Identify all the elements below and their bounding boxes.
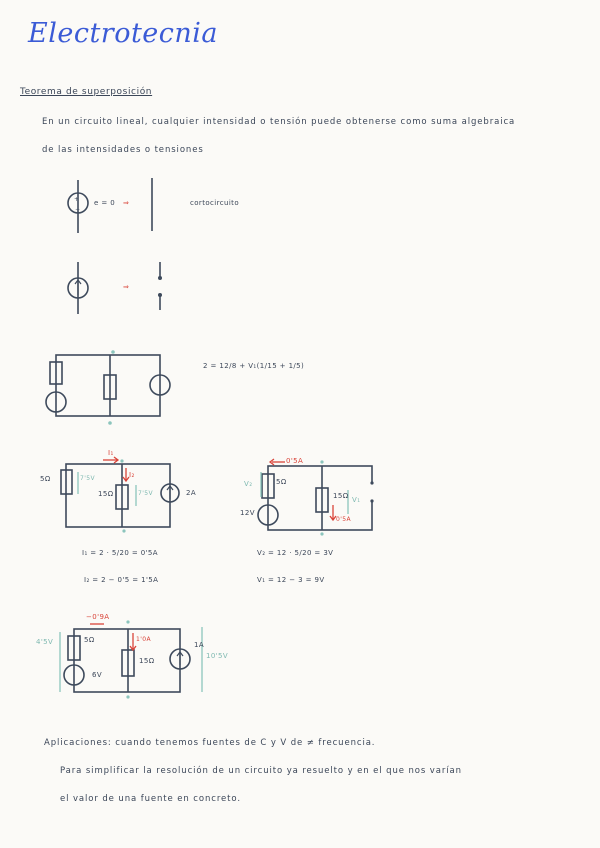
circuit-b-r-left: 5Ω xyxy=(276,478,287,486)
circuit-a-i2: I₂ xyxy=(129,471,135,479)
applications-line-3: el valor de una fuente en concreto. xyxy=(60,794,241,804)
circuit-c-source-v: 6V xyxy=(92,671,103,679)
page-title: Electrotecnia xyxy=(28,18,219,49)
intro-line-1: En un circuito lineal, cualquier intensidad o tensión puede obtenerse como suma algebraica xyxy=(42,117,516,127)
circuit-c xyxy=(60,620,205,698)
section-heading: Teorema de superposición xyxy=(20,87,153,97)
circuit-c-current: −0'9A xyxy=(86,613,110,621)
arrow-1: ⇒ xyxy=(123,199,130,207)
svg-text:+: + xyxy=(74,196,80,203)
circuit-b-v2: V₂ xyxy=(244,480,253,488)
nodal-formula: 2 = 12/8 + V₁(1/15 + 1/5) xyxy=(203,362,305,370)
circuit-a-i1: I₁ xyxy=(108,449,114,457)
circuit-b-v1: V₁ xyxy=(352,496,361,504)
circuit-a-r-left: 5Ω xyxy=(40,475,51,483)
circuit-generic xyxy=(46,350,170,425)
voltage-zero-label: e = 0 xyxy=(94,199,116,207)
short-circuit-label: cortocircuito xyxy=(190,199,240,207)
circuit-a-v-mid: 7'5V xyxy=(138,490,153,497)
current-source-rule xyxy=(68,262,162,314)
circuit-c-i-mid: 1'0A xyxy=(136,636,151,643)
equation-a-2: I₂ = 2 − 0'5 = 1'5A xyxy=(84,576,159,584)
circuit-c-v-left: 4'5V xyxy=(36,638,54,646)
circuit-b-current: 0'5A xyxy=(286,457,304,465)
arrow-2: ⇒ xyxy=(123,283,130,291)
circuit-a-source: 2A xyxy=(186,489,197,497)
equation-b-2: V₁ = 12 − 3 = 9V xyxy=(257,576,325,584)
circuit-c-v-right: 10'5V xyxy=(206,652,229,660)
applications-line-2: Para simplificar la resolución de un circuito ya resuelto y en el que nos varían xyxy=(60,766,462,776)
circuit-b-r-mid: 15Ω xyxy=(333,492,349,500)
circuit-a xyxy=(61,457,179,533)
circuit-c-r-mid: 15Ω xyxy=(139,657,155,665)
equation-b-1: V₂ = 12 · 5/20 = 3V xyxy=(257,549,334,557)
applications-line-1: Aplicaciones: cuando tenemos fuentes de C y V de ≠ frecuencia. xyxy=(44,738,376,748)
svg-text:−: − xyxy=(75,206,81,213)
circuit-a-r-mid: 15Ω xyxy=(98,490,114,498)
equation-a-1: I₁ = 2 · 5/20 = 0'5A xyxy=(82,549,158,557)
circuit-c-r-left: 5Ω xyxy=(84,636,95,644)
circuit-a-v-left: 7'5V xyxy=(80,475,95,482)
circuit-b-i-mid: 0'5A xyxy=(336,516,351,523)
intro-line-2: de las intensidades o tensiones xyxy=(42,145,204,155)
circuit-c-source-i: 1A xyxy=(194,641,205,649)
circuit-b-source: 12V xyxy=(240,509,255,517)
